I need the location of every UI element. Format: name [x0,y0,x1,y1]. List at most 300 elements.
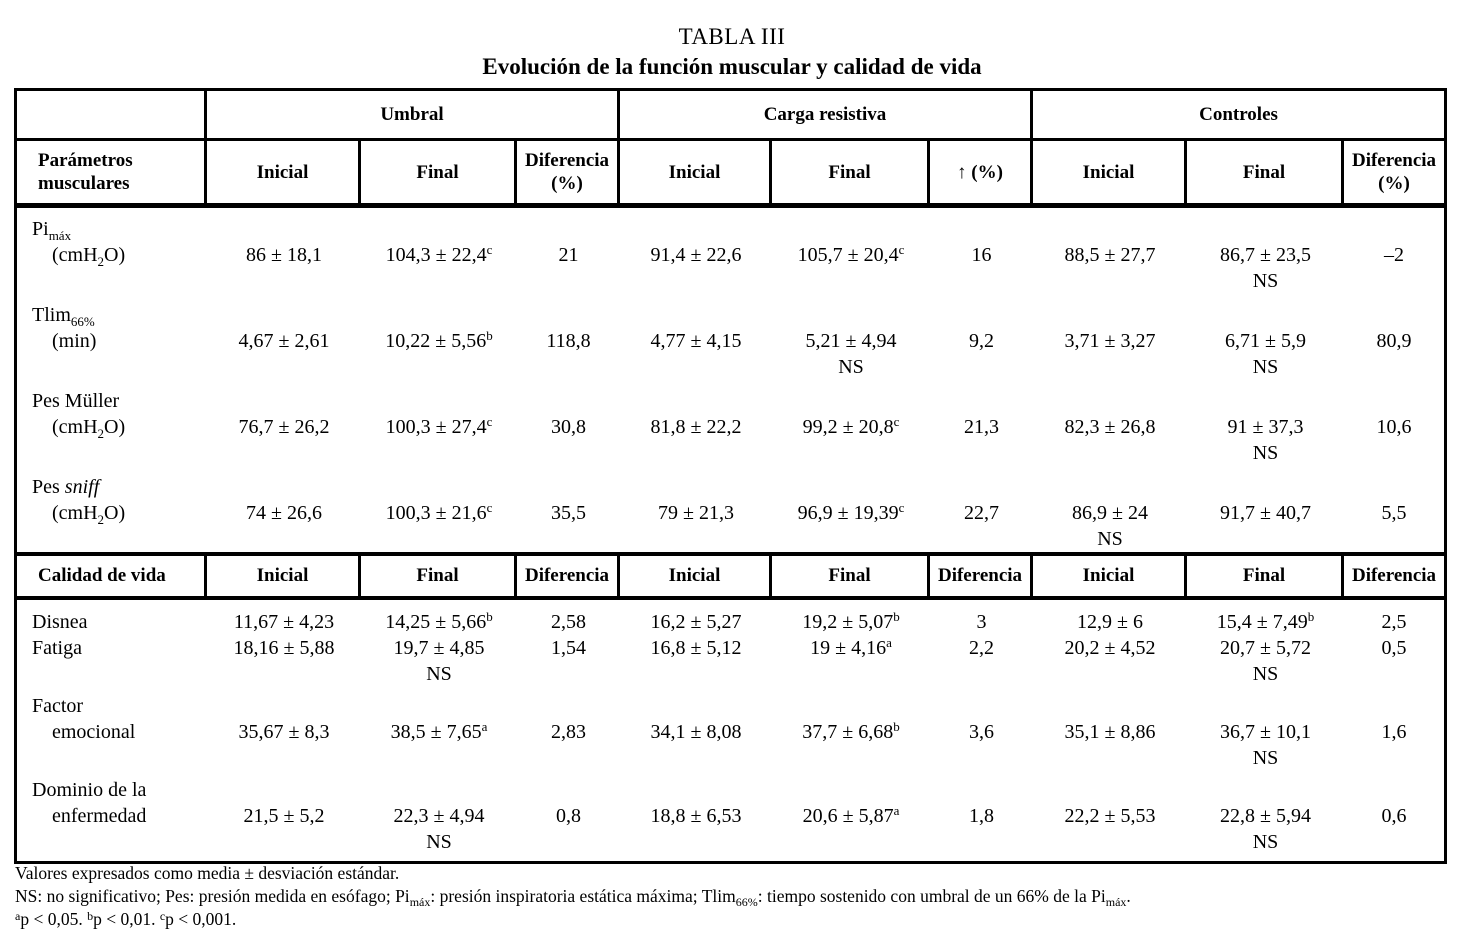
cell-value: 11,67 ± 4,23 [233,611,335,633]
table-cell [772,440,930,466]
param-header-line2: musculares [38,173,130,194]
table-row [17,635,1444,687]
table-cell [1187,302,1344,328]
table-cell [620,500,772,526]
cell-value: 86,7 ± 23,5 [1220,244,1311,266]
column-header [361,141,517,203]
table-cell [620,719,772,745]
table-cell [517,268,620,294]
table-cell [517,803,620,829]
table-cell [930,354,1033,380]
cell-value: 74 ± 26,6 [246,502,322,524]
cell-value: 14,25 ± 5,66 [385,611,487,633]
table-cell [1187,609,1344,635]
table-cell [1187,661,1344,687]
cell-value: 35,5 [551,502,586,524]
table-cell [930,693,1033,719]
table-cell [620,328,772,354]
table-cell [207,440,361,466]
column-header-label: Diferencia [1351,565,1437,586]
cell-value: 91,4 ± 22,6 [650,244,742,266]
table-cell [1187,745,1344,771]
cell-value: 30,8 [551,416,586,438]
table-cell [1344,414,1444,440]
table-row-line [17,500,1444,526]
column-header-line1: Final [416,161,459,183]
cell-value: 105,7 ± 20,4 [797,244,899,266]
row-unit-text: (cmH [52,502,98,524]
table-cell [620,474,772,500]
table-cell [1033,745,1187,771]
table-row [17,380,1444,466]
row-label [17,474,207,500]
cell-value: 20,2 ± 4,52 [1064,637,1156,659]
cell-value: 21,5 ± 5,2 [243,805,325,827]
table-row-line [17,693,1444,719]
row-unit-text: O) [104,416,126,438]
table-cell [361,414,517,440]
table-cell [1187,242,1344,268]
ns-marker: NS [838,356,864,378]
column-header [207,556,361,596]
column-header [1033,141,1187,203]
table-row-line [17,328,1444,354]
row-label [17,354,207,380]
significance-superscript: c [486,414,493,429]
table-cell [620,635,772,661]
table-cell [1344,242,1444,268]
table-cell [517,609,620,635]
table-row-line [17,803,1444,829]
cell-value: 18,16 ± 5,88 [233,637,335,659]
table-cell [361,745,517,771]
cell-value: 3 [976,611,987,633]
cell-value: 21,3 [964,416,999,438]
table-cell [207,474,361,500]
table-cell [930,635,1033,661]
cell-value: 79 ± 21,3 [658,502,734,524]
table-cell [930,216,1033,242]
row-label-text: Pes Müller [32,390,120,412]
row-label-text: emocional [52,721,136,743]
table-cell [1344,719,1444,745]
cell-value: 12,9 ± 6 [1077,611,1143,633]
cell-value: 2,2 [969,637,994,659]
table-cell [361,302,517,328]
column-header-label: Final [828,565,871,586]
row-label [17,803,207,829]
table-row [17,609,1444,635]
table-cell [207,388,361,414]
row-label-subscript: máx [48,228,72,243]
cell-value: 35,1 ± 8,86 [1064,721,1156,743]
column-header [1033,556,1187,596]
table-cell [930,440,1033,466]
row-unit-subscript: 2 [97,254,105,269]
table-cell [772,719,930,745]
column-header [1344,141,1444,203]
row-label [17,302,207,328]
table-cell [1187,635,1344,661]
table-cell [772,302,930,328]
table-cell [1033,474,1187,500]
table-cell [620,440,772,466]
table-row [17,693,1444,771]
table-row-line [17,388,1444,414]
table-cell [361,777,517,803]
table-cell [772,328,930,354]
footnote-3: $^a$p < 0,05. $^b$p < 0,01. $^c$p < 0,001. [15,909,237,929]
muscular-rows [17,208,1444,552]
row-label-text: Dominio de la [32,779,147,801]
table-cell [361,242,517,268]
table-cell [517,719,620,745]
column-header [772,141,930,203]
column-header-label: Final [1242,565,1286,586]
column-header-line1: ↑ (%) [957,161,1003,183]
table-cell [1344,526,1444,552]
cell-value: 2,83 [551,721,586,743]
table-cell [517,829,620,855]
row-label [17,745,207,771]
table-cell [361,693,517,719]
significance-superscript: b [1307,609,1315,624]
cell-value: 19 ± 4,16 [810,637,887,659]
ns-marker: NS [1252,831,1279,853]
row-label [17,216,207,242]
column-header-label: Inicial [1082,565,1135,586]
ns-marker: NS [1252,663,1279,685]
page-title: Evolución de la función muscular y calidad de vida [482,54,982,79]
table-cell [772,354,930,380]
row-unit-subscript: 2 [97,512,105,527]
table-cell [517,216,620,242]
table-cell [361,216,517,242]
cell-value: 104,3 ± 22,4 [385,244,487,266]
cell-value: 22,7 [964,502,999,524]
table-cell [361,635,517,661]
cell-value: 5,5 [1381,502,1407,524]
row-label-italic: sniff [64,476,100,498]
row-unit-subscript: 2 [97,426,105,441]
table-cell [1033,354,1187,380]
table-cell [620,414,772,440]
row-label [17,242,207,268]
ns-marker: NS [1252,356,1279,378]
cell-value: 34,1 ± 8,08 [650,721,742,743]
table-cell [517,242,620,268]
row-label-text: enfermedad [52,805,147,827]
cell-value: 81,8 ± 22,2 [650,416,742,438]
table-title-block [0,24,1464,80]
column-header-label: Final [416,565,459,586]
cell-value: 1,8 [969,805,994,827]
cell-value: 86 ± 18,1 [246,244,322,266]
table-cell [207,803,361,829]
ns-marker: NS [426,831,452,853]
cell-value: 91 ± 37,3 [1227,416,1304,438]
table-cell [772,609,930,635]
table-row-line [17,829,1444,855]
cell-value: 36,7 ± 10,1 [1220,721,1311,743]
table-row-line [17,216,1444,242]
table-cell [361,388,517,414]
table-cell [930,526,1033,552]
row-unit-text: O) [104,244,126,266]
table-cell [1033,609,1187,635]
table-cell [361,661,517,687]
column-header-label: Inicial [668,565,721,586]
table-cell [1344,803,1444,829]
table-cell [772,414,930,440]
row-label-text: Disnea [32,611,88,633]
row-label-text: Fatiga [32,637,82,659]
table-cell [1344,440,1444,466]
cell-value: 100,3 ± 21,6 [385,502,487,524]
table-cell [517,354,620,380]
row-unit-text: (cmH [52,244,98,266]
table-cell [207,354,361,380]
cell-value: 1,6 [1381,721,1407,743]
table-cell [1033,693,1187,719]
significance-superscript: b [486,328,493,343]
cell-value: 2,58 [551,611,586,633]
table-cell [772,693,930,719]
row-label [17,440,207,466]
column-header-line2: (%) [1378,173,1410,194]
table-cell [207,216,361,242]
cell-value: 3,6 [969,721,994,743]
table-cell [1344,777,1444,803]
table-cell [772,526,930,552]
table-cell [1033,635,1187,661]
table-cell [517,440,620,466]
table-cell [207,693,361,719]
table-cell [620,693,772,719]
column-header [361,556,517,596]
table-cell [1187,526,1344,552]
significance-superscript: c [486,242,493,257]
table-row-line [17,609,1444,635]
table-cell [1033,829,1187,855]
table-cell [1187,216,1344,242]
table-cell [207,268,361,294]
table-cell [1033,328,1187,354]
column-header-line2: (%) [551,173,583,194]
table-row [17,294,1444,380]
table-cell [620,526,772,552]
table-cell [620,829,772,855]
cell-value: 10,22 ± 5,56 [385,330,487,352]
cell-value: 0,6 [1381,805,1407,827]
quality-header-label: Calidad de vida [17,556,207,596]
cell-value: 1,54 [551,637,586,659]
row-unit-text: O) [104,502,126,524]
table-cell [1187,719,1344,745]
row-label [17,777,207,803]
table-cell [620,803,772,829]
table-cell [620,216,772,242]
table-cell [1187,693,1344,719]
table-cell [361,719,517,745]
significance-superscript: c [893,414,900,429]
row-label-text: Pi [32,218,49,240]
row-unit-text: (min) [52,330,97,352]
column-header-label: Inicial [256,565,309,586]
row-label [17,719,207,745]
column-header-label: Diferencia [524,565,610,586]
column-header [930,141,1033,203]
cell-value: 10,6 [1376,416,1412,438]
table-cell [930,474,1033,500]
table-cell [517,500,620,526]
table-cell [772,635,930,661]
footnotes [15,862,1455,931]
column-header-line1: Diferencia [524,150,610,171]
table-cell [1344,500,1444,526]
table-cell [517,693,620,719]
cell-value: 22,8 ± 5,94 [1220,805,1311,827]
table-cell [772,777,930,803]
table-cell [1344,745,1444,771]
significance-superscript: c [898,242,905,257]
table-cell [517,474,620,500]
table-cell [517,302,620,328]
table-cell [207,719,361,745]
param-header-line1: Parámetros [38,150,133,171]
group-header-umbral: Umbral [207,91,620,138]
row-label [17,526,207,552]
column-header-line1: Final [828,161,871,183]
significance-superscript: b [893,719,900,734]
cell-value: 118,8 [546,330,591,352]
table-cell [207,777,361,803]
row-label [17,609,207,635]
column-header [772,556,930,596]
group-header-carga-resistiva: Carga resistiva [620,91,1033,138]
table-row-line [17,526,1444,552]
cell-value: 16 [971,244,992,266]
table-cell [1187,414,1344,440]
table-cell [620,354,772,380]
footnote-2: NS: no significativo; Pes: presión medida en esófago; $Pi_{máx}$: presión inspiratoria estática máxima; Tlim$_{66\%}$: tiempo sostenido con umbral de un 66% de la $Pi_{máx}$. [15,886,1131,909]
table-cell [930,500,1033,526]
table-cell [207,302,361,328]
table-cell [1187,328,1344,354]
table-cell [361,268,517,294]
table-row-line [17,661,1444,687]
table-cell [517,414,620,440]
cell-value: 22,2 ± 5,53 [1064,805,1156,827]
cell-value: –2 [1384,244,1404,266]
table-cell [207,745,361,771]
table-cell [930,302,1033,328]
table-cell [1187,268,1344,294]
table-row-line [17,414,1444,440]
row-unit-text: (cmH [52,416,98,438]
table-cell [620,609,772,635]
group-header-row [17,91,1444,141]
table-cell [1344,829,1444,855]
table-cell [517,388,620,414]
cell-value: 35,67 ± 8,3 [238,721,330,743]
ns-marker: NS [426,663,452,685]
table-cell [361,609,517,635]
table-cell [361,500,517,526]
table-cell [517,328,620,354]
table-cell [772,268,930,294]
table-cell [517,777,620,803]
row-label [17,500,207,526]
table-cell [930,719,1033,745]
cell-value: 99,2 ± 20,8 [802,416,894,438]
table-cell [1187,777,1344,803]
table-cell [620,268,772,294]
table-cell [207,609,361,635]
table-cell [1344,609,1444,635]
table-cell [207,328,361,354]
row-label-text: Tlim [32,304,71,326]
row-label [17,414,207,440]
table-cell [1344,328,1444,354]
significance-superscript: a [481,719,488,734]
column-header [517,556,620,596]
table-cell [1344,693,1444,719]
cell-value: 3,71 ± 3,27 [1064,330,1156,352]
table-row [17,777,1444,855]
table-cell [930,328,1033,354]
cell-value: 9,2 [969,330,994,352]
table-cell [361,328,517,354]
row-label [17,829,207,855]
cell-value: 20,7 ± 5,72 [1220,637,1311,659]
significance-superscript: c [486,500,493,515]
cell-value: 5,21 ± 4,94 [805,330,897,352]
cell-value: 88,5 ± 27,7 [1064,244,1156,266]
column-header [930,556,1033,596]
table-cell [1344,635,1444,661]
table-cell [930,829,1033,855]
table-cell [1187,474,1344,500]
table-cell [1344,216,1444,242]
cell-value: 19,2 ± 5,07 [802,611,894,633]
cell-value: 80,9 [1376,330,1412,352]
table-cell [930,609,1033,635]
table-cell [517,745,620,771]
cell-value: 37,7 ± 6,68 [802,721,894,743]
table-row-line [17,302,1444,328]
table-row-line [17,777,1444,803]
cell-value: 100,3 ± 27,4 [385,416,487,438]
cell-value: 0,8 [556,805,581,827]
table-cell [1344,661,1444,687]
cell-value: 4,77 ± 4,15 [650,330,742,352]
cell-value: 21 [558,244,579,266]
table-cell [1033,661,1187,687]
table-cell [1344,302,1444,328]
table-cell [620,388,772,414]
table-cell [620,777,772,803]
table-cell [207,242,361,268]
table-cell [1187,440,1344,466]
cell-value: 2,5 [1381,611,1407,633]
row-label-subscript: 66% [70,314,95,329]
column-header [620,556,772,596]
table-cell [1344,474,1444,500]
table-cell [1033,388,1187,414]
significance-superscript: a [893,803,900,818]
table-cell [1187,500,1344,526]
